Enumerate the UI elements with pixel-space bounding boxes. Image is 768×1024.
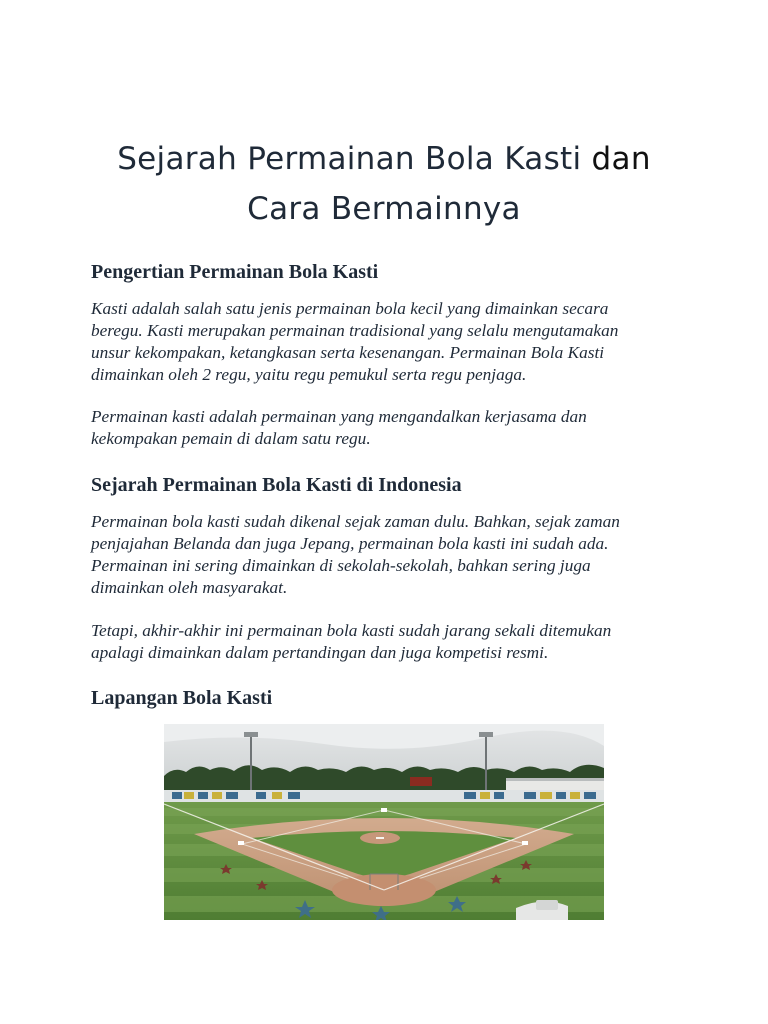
- text-line: unsur kekompakan, ketangkasan serta kesenangan. Permainan Bola Kasti: [91, 343, 605, 362]
- text-line: Permainan bola kasti sudah dikenal sejak zaman dulu. Bahkan, sejak zaman: [91, 512, 620, 531]
- text-line: Permainan kasti adalah permainan yang mengandalkan kerjasama dan: [91, 407, 587, 426]
- document-title: [60, 134, 708, 234]
- title-part-2: dan: [581, 141, 651, 177]
- baseball-field-photo: [164, 724, 604, 920]
- text-line: Kasti adalah salah satu jenis permainan bola kecil yang dimainkan secara: [91, 299, 609, 318]
- heading-lapangan: Lapangan Bola Kasti: [91, 687, 273, 709]
- text-line: dimainkan oleh masyarakat.: [91, 578, 288, 597]
- text-line: beregu. Kasti merupakan permainan tradisional yang selalu mengutamakan: [91, 321, 619, 340]
- text-line: dimainkan oleh 2 regu, yaitu regu pemukul serta regu penjaga.: [91, 365, 527, 384]
- paragraph-pengertian-1: [91, 298, 691, 386]
- title-part-1: Sejarah Permainan Bola Kasti: [117, 141, 582, 177]
- text-line: apalagi dimainkan dalam pertandingan dan juga kompetisi resmi.: [91, 643, 549, 662]
- paragraph-pengertian-2: [91, 406, 691, 450]
- heading-pengertian: Pengertian Permainan Bola Kasti: [91, 261, 379, 283]
- heading-sejarah: Sejarah Permainan Bola Kasti di Indonesia: [91, 474, 462, 496]
- text-line: kekompakan pemain di dalam satu regu.: [91, 429, 371, 448]
- paragraph-sejarah-2: [91, 620, 691, 664]
- title-line-2: Cara Bermainnya: [247, 191, 521, 227]
- text-line: Tetapi, akhir-akhir ini permainan bola kasti sudah jarang sekali ditemukan: [91, 621, 612, 640]
- title-line-1: [60, 134, 708, 184]
- text-line: Permainan ini sering dimainkan di sekolah-sekolah, bahkan sering juga: [91, 556, 591, 575]
- text-line: penjajahan Belanda dan juga Jepang, permainan bola kasti ini sudah ada.: [91, 534, 609, 553]
- paragraph-sejarah-1: [91, 511, 691, 599]
